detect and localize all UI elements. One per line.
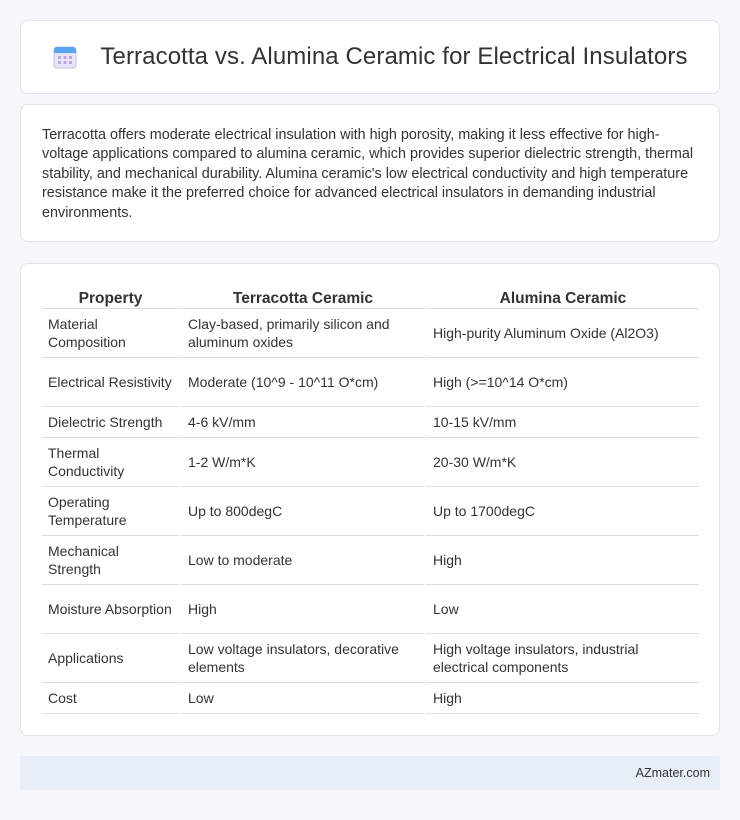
header-property: Property <box>42 285 179 309</box>
calendar-icon <box>52 44 78 70</box>
header-terracotta: Terracotta Ceramic <box>179 285 424 309</box>
alumina-cell: Up to 1700degC <box>424 487 699 536</box>
title-card <box>20 20 720 94</box>
property-cell: Dielectric Strength <box>42 407 179 438</box>
summary-card <box>20 104 720 242</box>
terracotta-cell: Low voltage insulators, decorative elements <box>179 634 424 683</box>
terracotta-cell: Moderate (10^9 - 10^11 O*cm) <box>179 358 424 407</box>
alumina-cell: 10-15 kV/mm <box>424 407 699 438</box>
terracotta-cell: High <box>179 585 424 634</box>
table-row <box>42 309 699 358</box>
table-row <box>42 407 699 438</box>
property-cell: Thermal Conductivity <box>42 438 179 487</box>
comparison-table <box>42 285 699 714</box>
property-cell: Moisture Absorption <box>42 585 179 634</box>
alumina-cell: High voltage insulators, industrial electrical components <box>424 634 699 683</box>
alumina-cell: High (>=10^14 O*cm) <box>424 358 699 407</box>
property-cell: Material Composition <box>42 309 179 358</box>
page-title: Terracotta vs. Alumina Ceramic for Electrical Insulators <box>100 43 688 70</box>
alumina-cell: High <box>424 683 699 714</box>
table-header-row <box>42 285 699 309</box>
table-row <box>42 585 699 634</box>
property-cell: Applications <box>42 634 179 683</box>
terracotta-cell: 1-2 W/m*K <box>179 438 424 487</box>
terracotta-cell: Up to 800degC <box>179 487 424 536</box>
alumina-cell: Low <box>424 585 699 634</box>
footer <box>20 756 720 790</box>
table-row <box>42 358 699 407</box>
property-cell: Operating Temperature <box>42 487 179 536</box>
table-row <box>42 536 699 585</box>
table-row <box>42 487 699 536</box>
terracotta-cell: Low to moderate <box>179 536 424 585</box>
footer-brand: AZmater.com <box>635 766 710 780</box>
terracotta-cell: 4-6 kV/mm <box>179 407 424 438</box>
table-row <box>42 683 699 714</box>
property-cell: Electrical Resistivity <box>42 358 179 407</box>
property-cell: Mechanical Strength <box>42 536 179 585</box>
alumina-cell: High-purity Aluminum Oxide (Al2O3) <box>424 309 699 358</box>
table-row <box>42 438 699 487</box>
terracotta-cell: Clay-based, primarily silicon and aluminum oxides <box>179 309 424 358</box>
terracotta-cell: Low <box>179 683 424 714</box>
property-cell: Cost <box>42 683 179 714</box>
comparison-table-card <box>20 263 720 736</box>
alumina-cell: 20-30 W/m*K <box>424 438 699 487</box>
summary-text: Terracotta offers moderate electrical insulation with high porosity, making it less effective for high-voltage applications compared to alumina ceramic, which provides superior dielectric strength, thermal stability, and mechanical durability. Alumina ceramic's low electrical conductivity and high temperature resistance make it the preferred choice for advanced electrical insulators in demanding industrial environments. <box>42 127 694 221</box>
header-alumina: Alumina Ceramic <box>424 285 699 309</box>
alumina-cell: High <box>424 536 699 585</box>
table-row <box>42 634 699 683</box>
